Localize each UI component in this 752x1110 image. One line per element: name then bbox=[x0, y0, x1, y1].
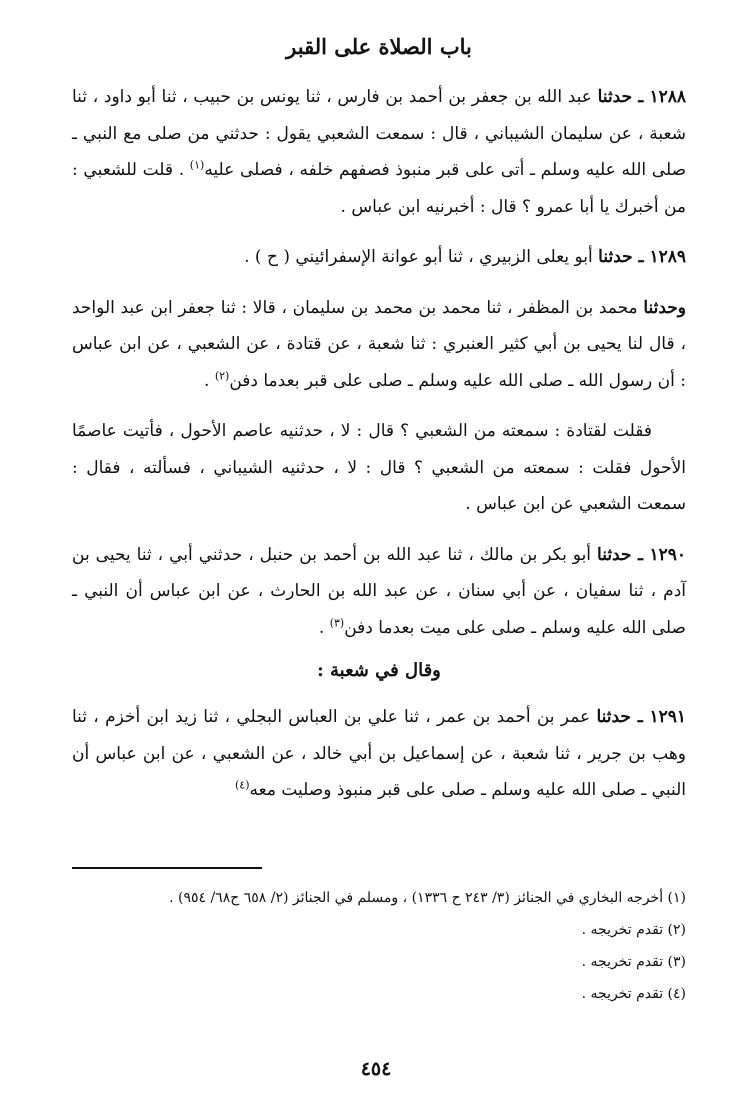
hadith-text: عبد الله بن جعفر بن أحمد بن فارس ، ثنا يونس بن حبيب ، ثنا أبو داود ، ثنا شعبة ، عن سليمان الشيباني ، قال : سمعت الشعبي يقول : حدثني من صلى مع النبي ـ صلى الله عليه وسلم ـ أتى على قبر منبوذ فصفهم خلفه ، فصلى عليه bbox=[72, 87, 687, 180]
footnote-ref: (١) bbox=[189, 158, 205, 172]
hadith-1289 bbox=[72, 239, 686, 276]
commentary-text: فقلت لقتادة : سمعته من الشعبي ؟ قال : لا ، حدثنيه عاصم الأحول ، فأتيت عاصمًا الأحول فقلت : سمعته من الشعبي ؟ قال : لا ، حدثنيه الشيباني ، فسألته ، فقال : سمعت الشعبي عن ابن عباس . bbox=[72, 421, 686, 514]
footnotes bbox=[72, 885, 686, 1007]
hadith-number-lead: ١٢٨٨ ـ حدثنا bbox=[597, 87, 687, 107]
hadith-text-tail: . قلت للشعبي : من أخبرك يا أبا عمرو ؟ قال : أخبرنيه ابن عباس . bbox=[72, 160, 686, 217]
hadith-text: أبو يعلى الزبيري ، ثنا أبو عوانة الإسفرائيني ( ح ) . bbox=[244, 247, 593, 267]
section-subheading: وقال في شعبة : bbox=[317, 660, 441, 681]
hadith-text: محمد بن المظفر ، ثنا محمد بن محمد بن سليمان ، قالا : ثنا جعفر ابن عبد الواحد ، قال لنا يحيى بن أبي كثير العنبري : ثنا شعبة ، عن قتادة ، عن الشعبي ، عن ابن عباس : أن رسول الله ـ صلى الله عليه وسلم ـ صلى على قبر بعدما دفن bbox=[72, 297, 686, 391]
footnote-ref: (٤) bbox=[235, 778, 250, 792]
hadith-text-tail: . bbox=[318, 617, 330, 638]
page-number: ٤٥٤ bbox=[360, 1058, 392, 1080]
hadith-number-lead: ١٢٨٩ ـ حدثنا bbox=[598, 247, 686, 267]
hadith-number-lead: ١٢٩٠ ـ حدثنا bbox=[597, 544, 686, 565]
footnote-ref: (٢) bbox=[214, 368, 230, 382]
footnote-separator bbox=[72, 867, 262, 869]
footnote-4: (٤) تقدم تخريجه . bbox=[581, 985, 686, 1002]
footnote-1: (١) أخرجه البخاري في الجنائز (٣/ ٢٤٣ ح ١٣٣٦) ، ومسلم في الجنائز (٢/ ٦٥٨ ح٦٨/ ٩٥٤) . bbox=[169, 889, 686, 906]
hadith-text: أبو بكر بن مالك ، ثنا عبد الله بن أحمد بن حنبل ، حدثني أبي ، ثنا يحيى بن آدم ، ثنا سفيان ، عن أبي سنان ، عن عبد الله بن الحارث ، عن ابن عباس أن النبي ـ صلى الله عليه وسلم ـ صلى على ميت بعدما دفن bbox=[72, 544, 686, 638]
chapter-title: باب الصلاة على القبر bbox=[286, 34, 472, 59]
footnote-3: (٣) تقدم تخريجه . bbox=[581, 953, 686, 970]
hadith-text-tail: . bbox=[204, 370, 215, 391]
hadith-1288 bbox=[72, 79, 686, 225]
hadith-1290 bbox=[72, 537, 686, 647]
footnote-2: (٢) تقدم تخريجه . bbox=[581, 921, 686, 938]
commentary-paragraph bbox=[72, 413, 686, 523]
hadith-text: عمر بن أحمد بن عمر ، ثنا علي بن العباس البجلي ، ثنا زيد ابن أخزم ، ثنا وهب بن جرير ، ثنا شعبة ، عن إسماعيل بن أبي خالد ، عن الشعبي ، عن ابن عباس أن النبي ـ صلى الله عليه وسلم ـ صلى على قبر منبوذ وصليت معه bbox=[72, 707, 686, 800]
footnote-ref: (٣) bbox=[329, 615, 345, 629]
hadith-1291 bbox=[72, 699, 686, 809]
hadith-1289-second-chain bbox=[72, 290, 686, 400]
hadith-number-lead: ١٢٩١ ـ حدثنا bbox=[596, 707, 687, 727]
hadith-number-lead: وحدثنا bbox=[643, 297, 686, 318]
